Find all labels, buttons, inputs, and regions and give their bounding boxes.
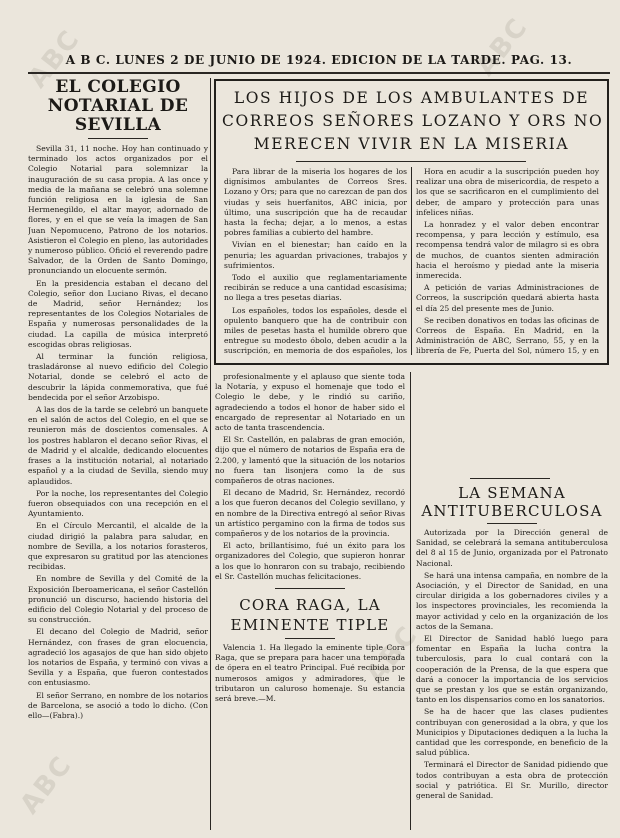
article-paragraph: A las dos de la tarde se celebró un banquete en el salón de actos del Colegio, en el que se reunieron más de doscientos comensales. A los postres hablaron el decano señor Rivas, el de Madrid y el alcalde, dedicando elocuentes frases a la institución notarial, al notariado español y a la ciudad de Sevilla, siendo muy aplaudidos. xyxy=(28,405,208,486)
article-paragraph: El decano de Madrid, Sr. Hernández, recordó a los que fueron decanos del Colegio sevillano, y en nombre de la Directiva entregó al señor Rivas un artístico pergamino con la firma de todos sus compañeros y de los notarios de la provincia. xyxy=(215,488,405,539)
headline-underline xyxy=(88,138,148,139)
column-divider xyxy=(210,78,211,830)
appeal-paragraph: Hora en acudir a la suscripción pueden hoy realizar una obra de misericordia, de respeto a los que se sacrificaron en el cumplimiento del deber, de amparo y protección para unas infelices niñas. xyxy=(416,167,599,217)
headline-underline xyxy=(487,523,537,524)
appeal-paragraph: Todo el auxilio que reglamentariamente recibirán se reduce a una cantidad escasísima; no llega a tres pesetas diarias. xyxy=(224,273,407,303)
column-notarial-continued xyxy=(215,372,405,830)
appeal-paragraph: Los españoles, todos los españoles, desde el opulento banquero que ha de contribuir con miles de pesetas hasta el humilde obrero que entregue su modesto óbolo, deben acudir a la suscripción, en memoria de dos españoles, los xyxy=(224,305,407,356)
article-paragraph: El señor Serrano, en nombre de los notarios de Barcelona, se asoció a todo lo dicho. (Con ello—(Fabra).) xyxy=(28,690,208,720)
article-paragraph: El decano del Colegio de Madrid, señor Hernández, con frases de gran elocuencia, agradeció los agasajos de que han sido objeto los notarios de España, y terminó con vivas a Sevilla y a España, que fueron contestados con entusiasmo. xyxy=(28,627,208,688)
appeal-headline-line: CORREOS SEÑORES LOZANO Y ORS NO xyxy=(222,112,604,130)
appeal-right-column xyxy=(416,167,599,357)
article-paragraph: En nombre de Sevilla y del Comité de la Exposición Iberoamericana, el señor Castellón pronunció un discurso, haciendo historia del edificio del Colegio Notarial y del proceso de su construcción. xyxy=(28,574,208,625)
column-divider xyxy=(410,372,411,830)
column-notarial xyxy=(28,78,208,830)
appeal-paragraph: A petición de varias Administraciones de Correos, la suscripción quedará abierta hasta el día 25 del presente mes de Junio. xyxy=(416,283,599,313)
article-paragraph: El Sr. Castellón, en palabras de gran emoción, dijo que el número de notarios de España era de 2.200, y lamentó que la situación de los notarios no fuera tan lisonjera como la de sus compañeros de otras naciones. xyxy=(215,435,405,486)
watermark-stamp: ABC xyxy=(14,750,79,820)
appeal-box xyxy=(214,79,609,365)
top-rule xyxy=(28,72,610,74)
article-paragraph: Valencia 1. Ha llegado la eminente tiple Cora Raga, que se prepara para hacer una temporada de ópera en el teatro Principal. Fué recibida por numerosos amigos y admiradores, que le tributaron un caluroso homenaje. Su estancia será breve.—M. xyxy=(215,643,405,704)
article-paragraph: Sevilla 31, 11 noche. Hoy han continuado y terminado los actos organizados por el Colegio Notarial para solemnizar la inauguración de su casa propia. A las once y media de la mañana se celebró una solemne función religiosa en la iglesia de San Hermenegildo, el altar mayor, adornado de flores, y en el que se veía la imagen de San Juan Nepomuceno, Patrono de los notarios. Asistieron el Colegio en pleno, las autoridades y numeroso público. Ofició el reverendo padre Salvador, de la Orden de Santo Domingo, pronunciando un elocuente sermón. xyxy=(28,144,208,276)
headline-cora-raga: CORA RAGA, LA EMINENTE TIPLE xyxy=(230,596,390,635)
watermark-stamp: ABC xyxy=(470,12,535,82)
appeal-headline-line: LOS HIJOS DE LOS AMBULANTES DE xyxy=(233,89,590,107)
section-rule xyxy=(275,588,345,589)
headline-semana-antituberculosa: LA SEMANA ANTITUBERCULOSA xyxy=(421,484,603,520)
article-paragraph: Autorizada por la Dirección general de Sanidad, se celebrará la semana antituberculosa del 8 al 15 de Junio, organizada por el Patronato Nacional. xyxy=(416,528,608,568)
appeal-left-column xyxy=(224,167,407,357)
headline-underline xyxy=(285,638,335,639)
article-paragraph: El acto, brillantísimo, fué un éxito para los organizadores del Colegio, que supieron honrar a los que lo honraron con su trabajo, recibiendo el Sr. Castellón muchas felicitaciones. xyxy=(215,541,405,581)
appeal-paragraph: Vivían en el bienestar; han caído en la penuria; les aguardan privaciones, trabajos y sufrimientos. xyxy=(224,240,407,270)
watermark-stamp: ABC xyxy=(360,620,425,690)
appeal-paragraph: Se reciben donativos en todas las oficinas de Correos de España. En Madrid, en la Administración de ABC, Serrano, 55, y en la librería de Fe, Puerta del Sol, número 15, y en xyxy=(416,315,599,356)
article-paragraph: El Director de Sanidad habló luego para fomentar en España la lucha contra la tuberculosis, para lo cual contará con la cooperación de la Prensa, de la que espera que dará a conocer la importancia de los servicios que se prestan y los que se están organizando, tanto en los dispensarios como en los sanatorios. xyxy=(416,634,608,705)
appeal-title-rule xyxy=(296,161,526,162)
article-paragraph: Al terminar la función religiosa, trasladáronse al nuevo edificio del Colegio Notarial, donde se celebró el acto de descubrir la lápida conmemorativa, que fué bendecida por el señor Arzobispo. xyxy=(28,352,208,402)
appeal-paragraph: La honradez y el valor deben encontrar recompensa, y para lección y estímulo, esa recompensa tendrá valor de milagro si es obra de muchos, de cuantos sienten admiración hacia el heroísmo y piedad ante la miseria inmerecida. xyxy=(416,220,599,281)
appeal-column-divider xyxy=(411,167,412,355)
article-paragraph: Se hará una intensa campaña, en nombre de la Asociación, y el Director de Sanidad, en una circular dirigida a los gobernadores civiles y a los inspectores provinciales, les recomienda la mayor actividad y celo en la organización de los actos de la Semana. xyxy=(416,570,608,631)
article-paragraph: profesionalmente y el aplauso que siente toda la Notaría, y expuso el homenaje que todo el Colegio le debe, y le rindió su cariño, agradeciendo a todos el honor de haber sido el encargado de representar al Notariado en un acto de tanta trascendencia. xyxy=(215,372,405,433)
appeal-headline xyxy=(222,87,604,156)
article-paragraph: En la presidencia estaban el decano del Colegio, señor don Luciano Rivas, el decano de Madrid, señor Hernández; los representantes de los Colegios Notariales de España y numerosas personalidades de la ciudad. La capilla de música interpretó escogidas obras religiosas. xyxy=(28,278,208,349)
article-paragraph: Por la noche, los representantes del Colegio fueron obsequiados con una recepción en el Ayuntamiento. xyxy=(28,488,208,519)
running-head: A B C. LUNES 2 DE JUNIO DE 1924. EDICION DE LA TARDE. PAG. 13. xyxy=(65,53,573,67)
article-paragraph: Se ha de hacer que las clases pudientes contribuyan con generosidad a la obra, y que los Municipios y Diputaciones dediquen a la lucha la cantidad que les corresponde, en beneficio de la salud pública. xyxy=(416,707,608,758)
appeal-headline-line: MERECEN VIVIR EN LA MISERIA xyxy=(253,135,570,153)
appeal-paragraph: Para librar de la miseria los hogares de los dignísimos ambulantes de Correos Sres. Lozano y Ors; para que no carezcan de pan dos viudas y seis huerfanitos, ABC inicia, por último, una suscripción que ha de recaudar hasta la fecha; dejar, a lo menos, a estas pobres familias a cubierto del hambre. xyxy=(224,167,407,238)
headline-colegio-notarial: EL COLEGIO NOTARIAL DE SEVILLA xyxy=(47,78,189,135)
column-semana-antituberculosa xyxy=(416,484,608,830)
watermark-stamp: ABC xyxy=(22,24,87,94)
article-paragraph: En el Círculo Mercantil, el alcalde de la ciudad dirigió la palabra para saludar, en nombre de Sevilla, a los notarios forasteros, que expresaron su gratitud por las atenciones recibidas. xyxy=(28,521,208,572)
section-rule xyxy=(470,478,550,479)
article-paragraph: Terminará el Director de Sanidad pidiendo que todos contribuyan a esta obra de protección social y patriótica. El Sr. Murillo, director general de Sanidad. xyxy=(416,760,608,801)
